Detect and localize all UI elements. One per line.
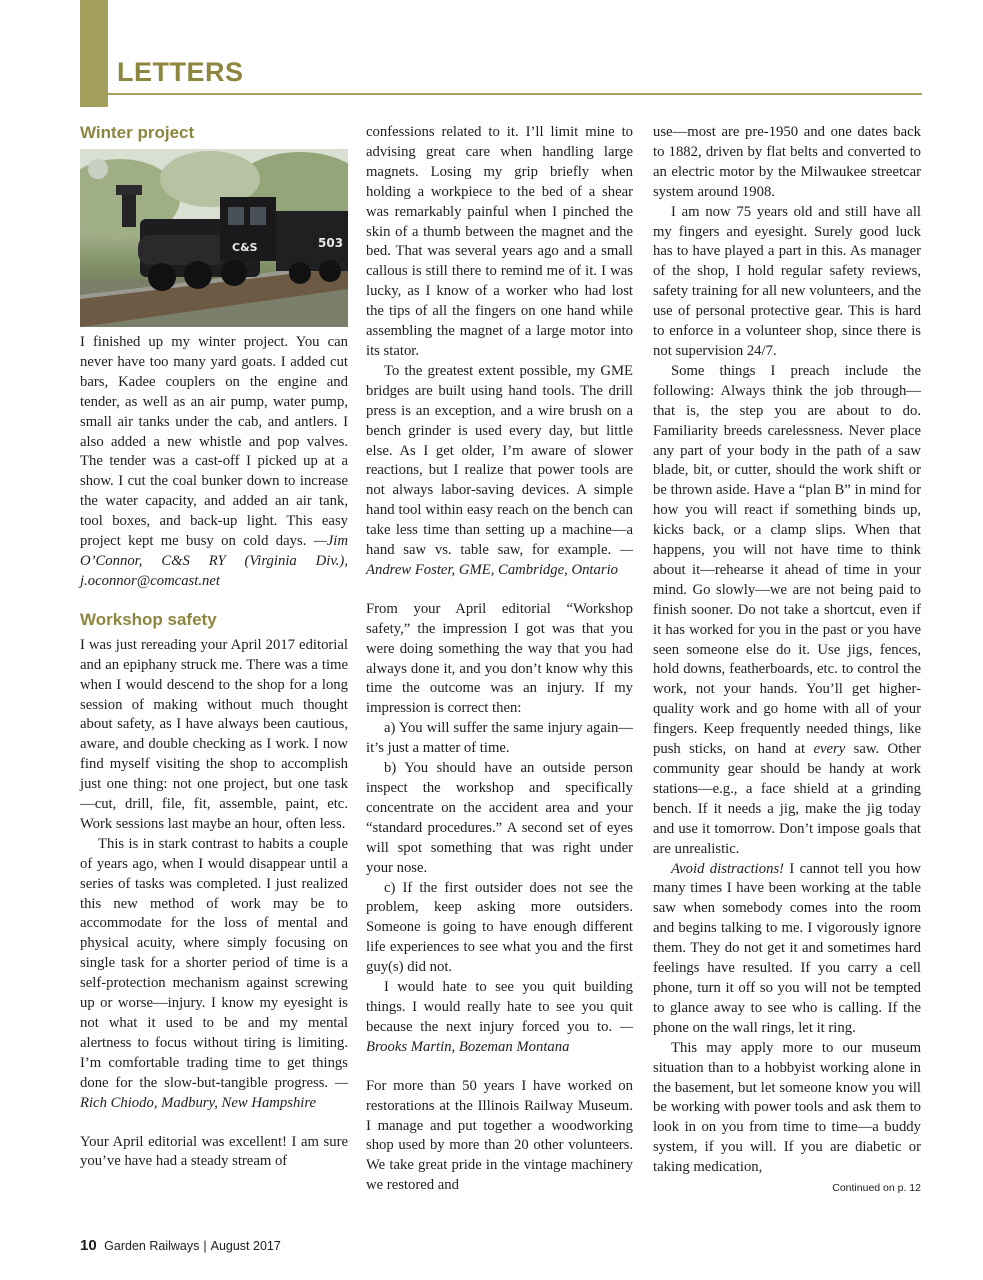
heading-winter-project: Winter project — [80, 123, 195, 142]
letter-museum-p5: This may apply more to our museum situation than to a hobbyist working alone in the basement, but let someone know you will be working with power tools and ask them to look in on you from time to time—a buddy system, if you will. If you are diabetic or taking medication, — [653, 1039, 921, 1176]
column-2 — [366, 123, 633, 1196]
locomotive-cab-lettering: C&S — [232, 241, 258, 254]
tender-number: 503 — [318, 236, 344, 250]
footer-separator: | — [203, 1239, 207, 1253]
letter-museum-p2: I am now 75 years old and still have all my fingers and eyesight. Surely good luck has to have played a part in this. As manager of the shop, I hold regular safety reviews, safety training for all new volunteers, and the use of personal protective gear. This is hard to enforce in a volunteer shop, since there is not supervision 24/7. — [653, 203, 921, 359]
letter-winter-project: I finished up my winter project. You can never have too many yard goats. I added cut bars, Kadee couplers on the engine and tender, as well as an air pump, water pump, small air tanks under the cab, and antlers. I also added a new whistle and pop valves. The tender was a cast-off I picked up at a show. I cut the coal bunker down to increase the water capacity, and added an air tank, tool boxes, and back-up light. This easy project kept me busy on cold days. —Jim O’Connor, C&S RY (Virginia Div.), j.oconnor@comcast.net — [80, 334, 348, 589]
letter-chiodo-p2: This is in stark contrast to habits a couple of years ago, when I would disappear until a series of tasks was completed. I just realized this new method of work may be to accommodate for the loss of mental and physical acuity, where simply focusing on single task for a shorter period of time is a self-protection mechanism against screwing up or worse—injury. I know my eyesight is not what it used to be and my mental alertness to focus without tiring is limiting. I’m comfortable trading time to get things done for the slow-but-tangible progress. —Rich Chiodo, Madbury, New Hampshire — [80, 835, 348, 1111]
heading-workshop-safety: Workshop safety — [80, 609, 217, 629]
header-rule — [108, 93, 922, 95]
letter-museum-p1: For more than 50 years I have worked on restorations at the Illinois Railway Museum. I manage and put together a woodworking shop used by more than 20 other volunteers. We take great pride in the vintage machinery we restored and — [366, 1077, 633, 1194]
letter-martin-p1: From your April editorial “Workshop safety,” the impression I got was that you were doing something the way that you had always done it, and you don’t know why this time the outcome was an injury. If my impression is correct then: — [366, 600, 633, 717]
continued-note: Continued on p. 12 — [832, 1182, 921, 1195]
letter-martin-b: b) You should have an outside person inspect the workshop and specifically concentrate on the accident area and your “standard procedures.” A second set of eyes will spot something that was right under your nose. — [366, 760, 633, 876]
magazine-name: Garden Railways — [104, 1239, 200, 1253]
page-number: 10 — [80, 1237, 97, 1254]
letter-museum-p3: Some things I preach include the following: Always think the job through—that is, the step you are about to do. Familiarity breeds carelessness. Never place any part of your body in the path of a saw blade, bit, or cutter, should the work shift or be thrown aside. Have a “plan B” in mind for how you will react if something binds up, kicks back, or a clamp slips. When that happens, you will not have time to think about it—rehearse it ahead of time in your mind. Go slowly—we are not being paid to finish sooner. Do not take a shortcut, even if it has worked for you in the past or you have seen someone else do it. Use jigs, fences, hold downs, featherboards, etc. to control the work, not your hands. You’ll get higher-quality work and go home with all of your fingers. Keep frequently needed things, like push sticks, on hand at every saw. Other community gear should be handy at work stations—e.g., a face shield at a grinding bench. If it needs a jig, make the jig today and use it tomorrow. Don’t impose goals that are unrealistic. — [653, 362, 921, 857]
letter-martin-c: c) If the first outsider does not see the problem, keep asking more outsiders. Someone is going to have enough different life experiences to see what you and the first guy(s) did not. — [366, 879, 633, 976]
letter-martin-a: a) You will suffer the same injury again—it’s just a matter of time. — [366, 720, 633, 757]
issue-date: August 2017 — [210, 1239, 281, 1253]
locomotive-illustration — [80, 149, 348, 327]
page-footer — [80, 1237, 281, 1254]
letter-museum-p4: Avoid distractions! I cannot tell you how many times I have been working at the table saw when somebody comes into the room and begins talking to me. I vigorously ignore them. They do not get it and sometimes hard feelings have resulted. If you carry a cell phone, turn it off so you will not be tempted to glance away to see who is calling. If the phone on the wall rings, let it ring. — [653, 860, 921, 1036]
column-3 — [653, 123, 921, 1199]
header-accent-bar — [80, 0, 108, 107]
letter-chiodo-p1: I was just rereading your April 2017 editorial and an epiphany struck me. There was a time when I would descend to the shop for a long session of making without much thought about safety, as I have always been cautious, aware, and double checking as I work. I now find myself visiting the shop to accomplish just one thing: not one project, but one task—cut, drill, file, fit, assemble, paint, etc. Work sessions last maybe an hour, often less. — [80, 636, 348, 832]
letter-foster-p1: Your April editorial was excellent! I am sure you’ve have had a steady stream of — [80, 1133, 348, 1170]
letter-foster-p2: To the greatest extent possible, my GME bridges are built using hand tools. The drill press is an exception, and a wire brush on a bench grinder is used every day, but little else. As I get older, I’m aware of slower reactions, but I realize that power tools are not always labor-saving devices. A simple hand tool within easy reach on the bench can take less time than setting up a machine—a hand saw vs. table saw, for example. —Andrew Foster, GME, Cambridge, Ontario — [366, 362, 633, 578]
locomotive-photo — [80, 149, 348, 327]
letter-museum-p1-cont: use—most are pre-1950 and one dates back to 1882, driven by flat belts and converted to an electric motor by the Milwaukee streetcar system around 1908. — [653, 124, 921, 200]
section-title: LETTERS — [117, 57, 244, 87]
column-1 — [80, 123, 348, 1172]
letter-foster-p1-cont: confessions related to it. I’ll limit mine to advising great care when handling large magnets. Losing my grip briefly when holding a workpiece to the bed of a shear was remarkably painful when I pinched the skin of a thumb between the magnet and the bed. That was several years ago and a small callous is still there to remind me of it. I was lucky, as I know of a worker who had lost the tips of all the fingers on one hand while assembling the magnet of a large motor into its stator. — [366, 124, 633, 359]
letter-martin-closing: I would hate to see you quit building things. I would really hate to see you quit because the next injury forced you to. —Brooks Martin, Bozeman Montana — [366, 979, 633, 1055]
